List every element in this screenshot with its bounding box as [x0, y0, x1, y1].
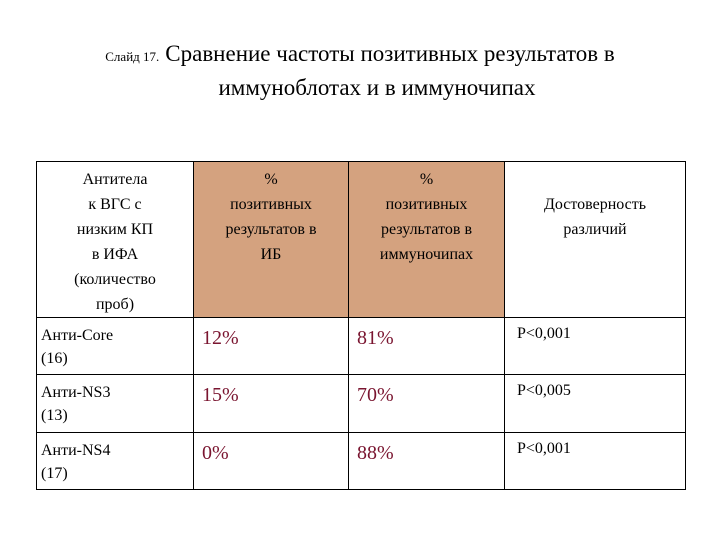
- antibody-name: Анти-Core: [41, 327, 114, 344]
- header-antibodies-line: к ВГС с: [88, 196, 142, 213]
- header-significance: [505, 162, 686, 318]
- antibody-name: Анти-NS3: [41, 384, 111, 402]
- header-ib-line: результатов в: [225, 221, 317, 238]
- header-antibodies-line: Антитела: [82, 171, 148, 188]
- sample-count: (16): [41, 350, 68, 367]
- header-chip-percent: [349, 162, 505, 318]
- row-antibody-cell: [37, 318, 194, 375]
- header-chip-line: результатов в: [380, 221, 472, 238]
- chip-percent-cell: 70%: [349, 375, 505, 432]
- title-text-1: Сравнение частоты позитивных результатов в: [165, 41, 615, 66]
- p-value-cell: Р<0,001: [505, 432, 686, 489]
- sample-count: (13): [41, 407, 68, 425]
- chip-percent-cell: 81%: [349, 318, 505, 375]
- p-value-cell: Р<0,001: [505, 318, 686, 375]
- header-ib-line: %: [264, 171, 278, 188]
- header-ib-line: ИБ: [260, 246, 282, 263]
- header-antibodies-line: (количество: [74, 271, 156, 288]
- header-chip-line: %: [419, 171, 434, 188]
- header-antibodies-line: низким КП: [76, 221, 154, 238]
- comparison-table: [36, 161, 686, 490]
- header-chip-line: позитивных: [385, 196, 468, 213]
- header-row: [37, 162, 686, 318]
- ib-percent-cell: 15%: [194, 375, 349, 432]
- title-line-2: иммуноблотах и в иммуночипах: [218, 75, 536, 100]
- header-antibodies-line: проб): [95, 296, 135, 313]
- antibody-name: Анти-NS4: [41, 441, 111, 459]
- slide-number-label: Слайд 17.: [105, 49, 160, 64]
- header-significance-line: различий: [563, 221, 627, 238]
- header-antibodies-line: в ИФА: [91, 246, 139, 263]
- chip-percent-cell: 88%: [349, 432, 505, 489]
- header-antibodies: [37, 162, 194, 318]
- row-antibody-cell: [37, 432, 194, 489]
- slide-title: [0, 38, 720, 103]
- table-row: [37, 432, 686, 489]
- table-row: [37, 318, 686, 375]
- p-value-cell: Р<0,005: [505, 375, 686, 432]
- title-line-1: [0, 38, 720, 72]
- row-antibody-cell: [37, 375, 194, 432]
- table-row: [37, 375, 686, 432]
- header-ib-percent: [194, 162, 349, 318]
- sample-count: (17): [41, 464, 68, 482]
- header-significance-line: Достоверность: [543, 196, 647, 213]
- header-ib-line: позитивных: [230, 196, 312, 213]
- ib-percent-cell: 0%: [194, 432, 349, 489]
- header-chip-line: иммуночипах: [379, 246, 474, 263]
- ib-percent-cell: 12%: [194, 318, 349, 375]
